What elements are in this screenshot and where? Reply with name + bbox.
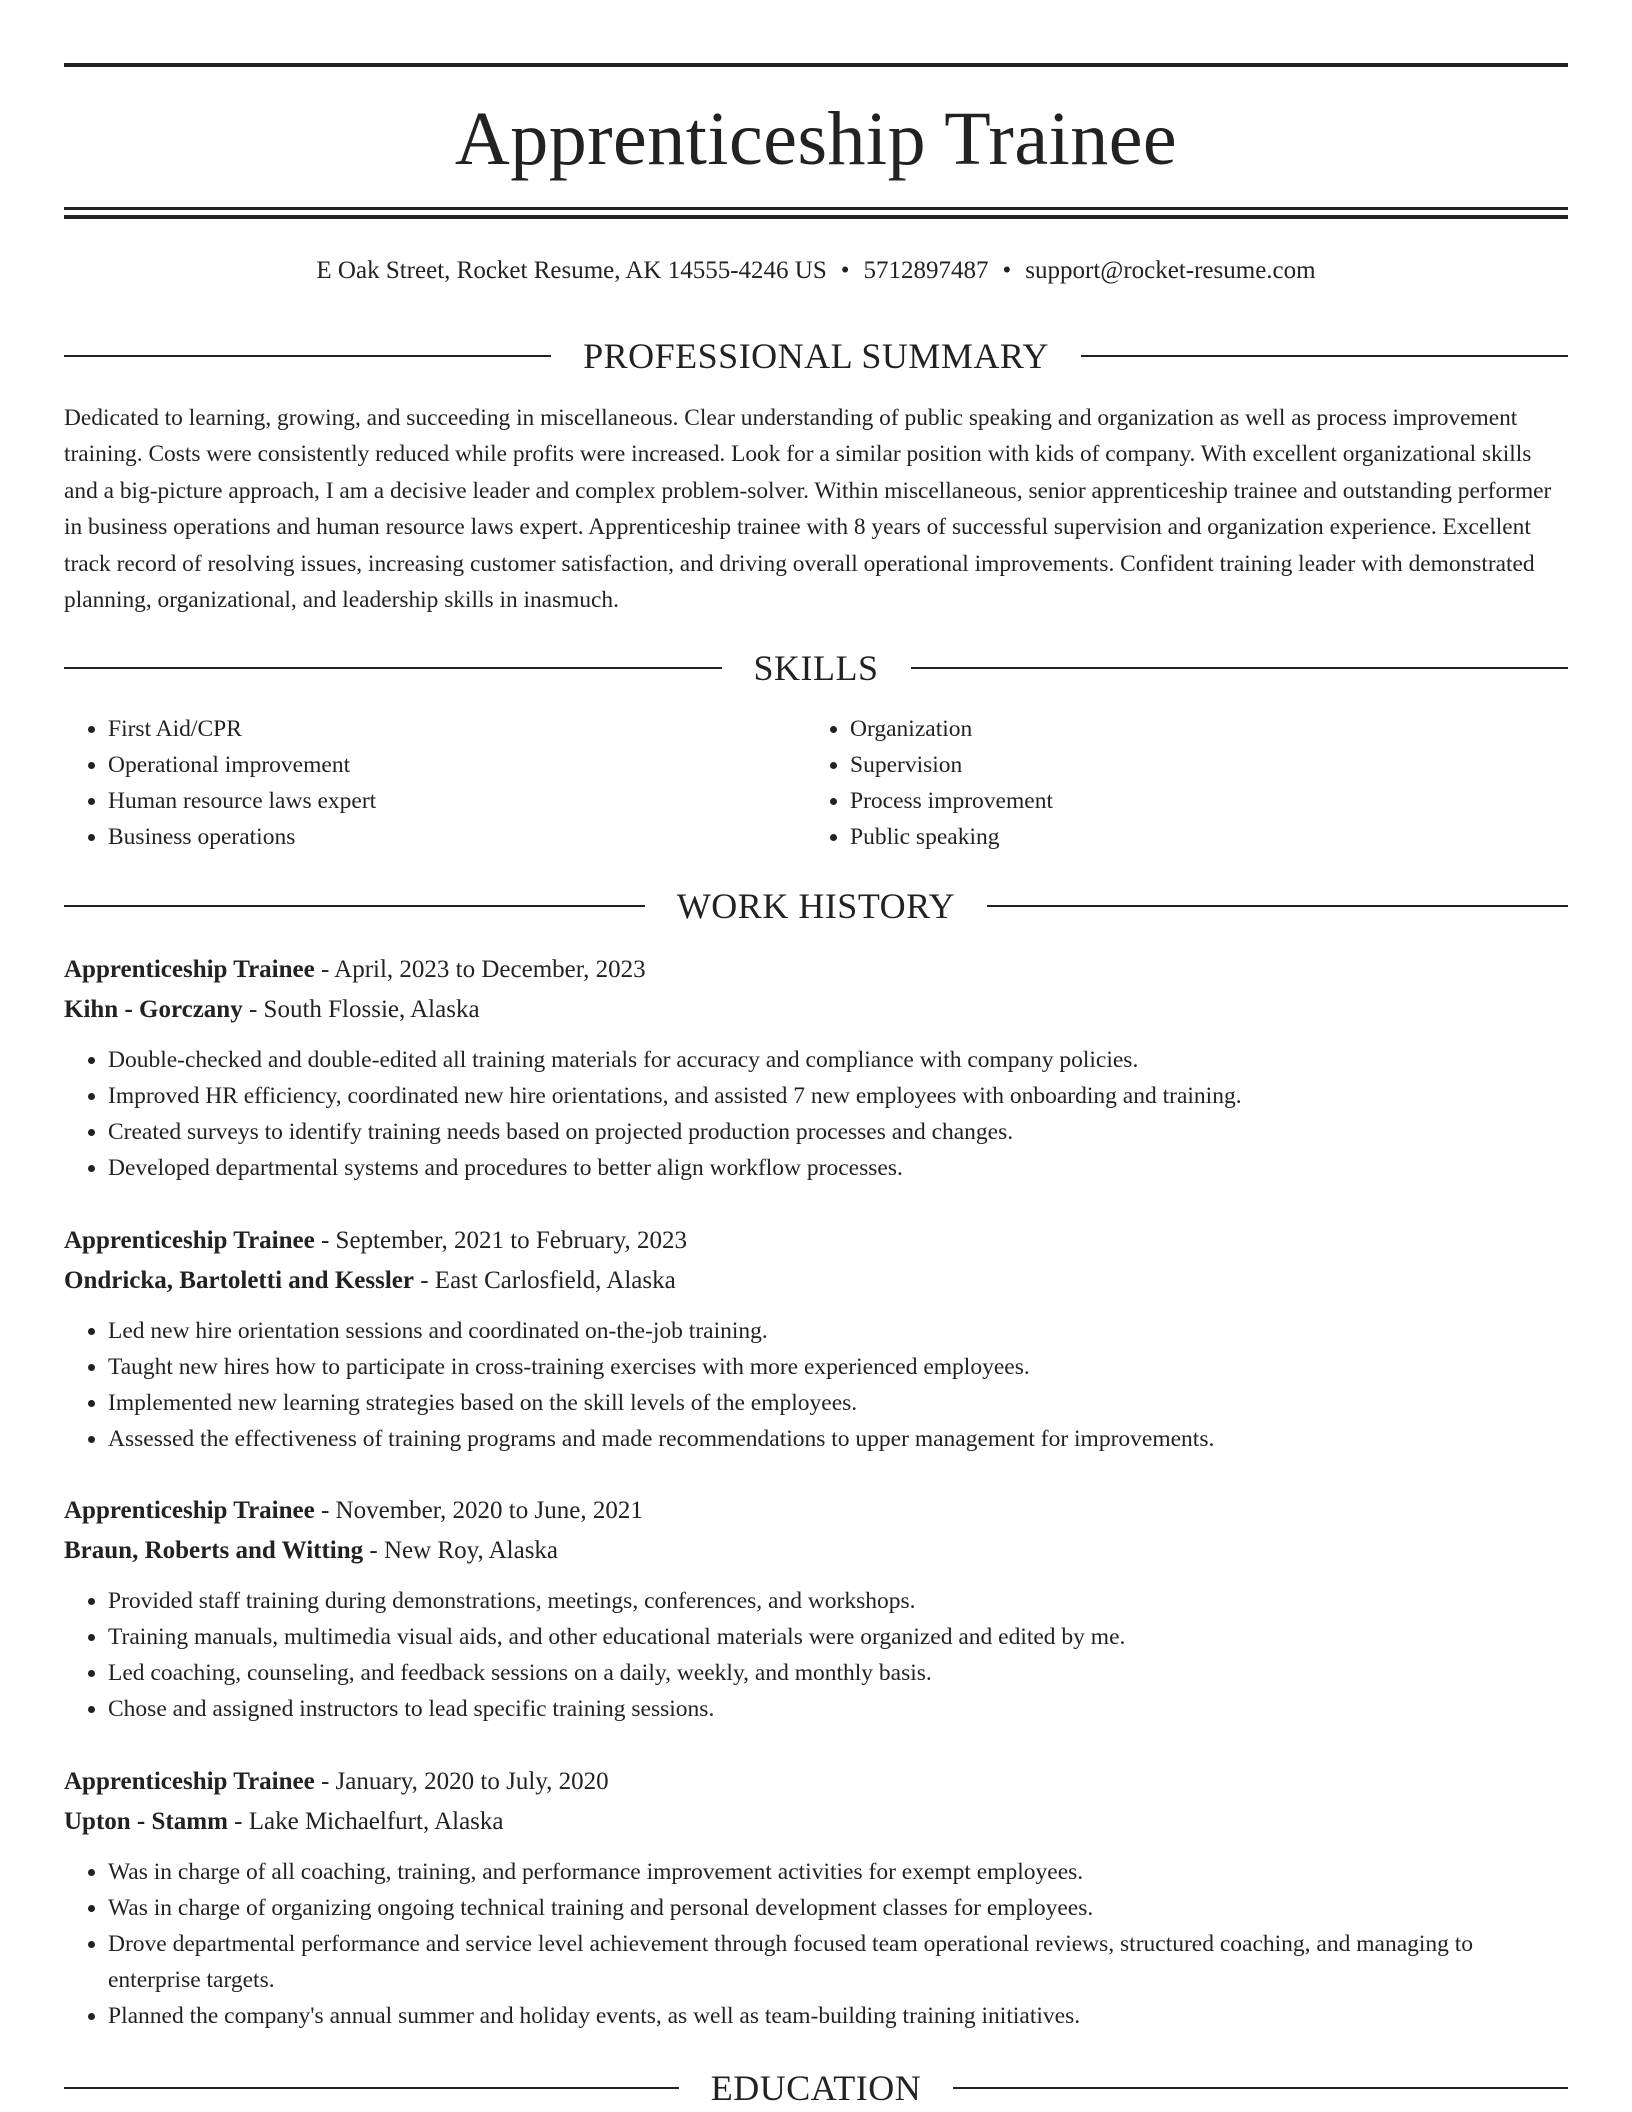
job-location: - New Roy, Alaska — [363, 1537, 559, 1564]
job-dates: - April, 2023 to December, 2023 — [314, 956, 646, 983]
job-duty-item: • Developed departmental systems and procedures to better align workflow processes. — [108, 1150, 1568, 1186]
contact-email: support@rocket-resume.com — [1025, 257, 1316, 284]
professional-summary-text: Dedicated to learning, growing, and succeeding in miscellaneous. Clear understanding of public speaking and organization as well as process improvement training. Costs were consistently reduced while profits were increased. Look for a similar position with kids of company. With excellent organizational skills and a big-picture approach, I am a decisive leader and complex problem-solver. Within miscellaneous, senior apprenticeship trainee and outstanding performer in business operations and human resource laws expert. Apprenticeship trainee with 8 years of successful supervision and organization experience. Excellent track record of resolving issues, increasing customer satisfaction, and driving overall operational improvements. Confident training leader with demonstrated planning, organizational, and leadership skills in inasmuch. — [64, 405, 1552, 614]
skill-item: • Process improvement — [850, 783, 1548, 819]
heading-rule-left — [64, 905, 645, 907]
job-location: - Lake Michaelfurt, Alaska — [227, 1808, 504, 1835]
heading-rule-right — [987, 905, 1568, 907]
job-duty-item: • Planned the company's annual summer and holiday events, as well as team-building training initiatives. — [108, 1998, 1568, 2034]
job-duties — [64, 1854, 1568, 2034]
job-title: Apprenticeship Trainee — [64, 1768, 315, 1795]
heading-rule-right — [1081, 355, 1568, 357]
skill-item: • Public speaking — [850, 819, 1548, 855]
section-title: WORK HISTORY — [676, 886, 956, 926]
heading-rule-right — [911, 667, 1569, 669]
skill-item: • Business operations — [108, 819, 806, 855]
header-top-rule — [64, 63, 1568, 67]
heading-rule-left — [64, 2087, 679, 2089]
job-employer — [64, 990, 1568, 1030]
skill-item: • Operational improvement — [108, 747, 806, 783]
skills-column-right — [806, 711, 1548, 855]
job-company: Ondricka, Bartoletti and Kessler — [64, 1267, 414, 1294]
section-heading-work-history — [64, 884, 1568, 928]
skill-item: • Human resource laws expert — [108, 783, 806, 819]
job-duty-item: • Provided staff training during demonstrations, meetings, conferences, and workshops. — [108, 1583, 1568, 1619]
job-duties — [64, 1042, 1568, 1186]
job-entry — [64, 950, 1568, 1186]
section-title: SKILLS — [753, 648, 879, 688]
job-company: Kihn - Gorczany — [64, 996, 243, 1023]
job-duty-item: • Training manuals, multimedia visual aids, and other educational materials were organized and edited by me. — [108, 1619, 1568, 1655]
job-dates: - January, 2020 to July, 2020 — [314, 1768, 609, 1795]
contact-phone: 5712897487 — [863, 257, 989, 284]
job-employer — [64, 1531, 1568, 1571]
job-entry — [64, 1221, 1568, 1457]
job-title: Apprenticeship Trainee — [64, 1497, 315, 1524]
job-entry — [64, 1762, 1568, 2034]
job-duty-item: • Taught new hires how to participate in cross-training exercises with more experienced employees. — [108, 1349, 1568, 1385]
section-heading-education — [64, 2066, 1568, 2110]
heading-rule-left — [64, 355, 551, 357]
job-dates: - September, 2021 to February, 2023 — [314, 1227, 688, 1254]
job-employer — [64, 1802, 1568, 1842]
job-company: Upton - Stamm — [64, 1808, 228, 1835]
job-duty-item: • Drove departmental performance and service level achievement through focused team operational reviews, structured coaching, and managing to enterprise targets. — [108, 1926, 1568, 1998]
job-duty-item: • Led coaching, counseling, and feedback sessions on a daily, weekly, and monthly basis. — [108, 1655, 1568, 1691]
job-duty-item: • Implemented new learning strategies based on the skill levels of the employees. — [108, 1385, 1568, 1421]
job-duty-item: • Improved HR efficiency, coordinated new hire orientations, and assisted 7 new employees with onboarding and training. — [108, 1078, 1568, 1114]
contact-line — [64, 254, 1568, 288]
contact-separator: • — [840, 257, 850, 284]
section-heading-summary — [64, 334, 1568, 378]
job-duties — [64, 1313, 1568, 1457]
job-heading — [64, 1762, 1568, 1802]
job-duty-item: • Created surveys to identify training needs based on projected production processes and changes. — [108, 1114, 1568, 1150]
job-heading — [64, 950, 1568, 990]
heading-rule-left — [64, 667, 722, 669]
job-employer — [64, 1261, 1568, 1301]
job-duties — [64, 1583, 1568, 1727]
skills-list — [64, 711, 1568, 855]
section-title: PROFESSIONAL SUMMARY — [583, 336, 1049, 376]
skills-column-left — [64, 711, 806, 855]
job-duty-item: • Assessed the effectiveness of training programs and made recommendations to upper management for improvements. — [108, 1421, 1568, 1457]
job-title: Apprenticeship Trainee — [64, 1227, 315, 1254]
job-duty-item: • Was in charge of organizing ongoing technical training and personal development classes for employees. — [108, 1890, 1568, 1926]
resume-title: Apprenticeship Trainee — [454, 97, 1178, 181]
job-title: Apprenticeship Trainee — [64, 956, 315, 983]
job-duty-item: • Double-checked and double-edited all training materials for accuracy and compliance with company policies. — [108, 1042, 1568, 1078]
job-heading — [64, 1221, 1568, 1261]
job-entry — [64, 1491, 1568, 1727]
section-title: EDUCATION — [710, 2068, 922, 2108]
heading-rule-right — [953, 2087, 1568, 2089]
job-duty-item: • Chose and assigned instructors to lead specific training sessions. — [108, 1691, 1568, 1727]
contact-separator: • — [1002, 257, 1012, 284]
section-heading-skills — [64, 646, 1568, 690]
skill-item: • Organization — [850, 711, 1548, 747]
job-duty-item: • Was in charge of all coaching, training, and performance improvement activities for exempt employees. — [108, 1854, 1568, 1890]
job-company: Braun, Roberts and Witting — [64, 1537, 364, 1564]
skill-item: • First Aid/CPR — [108, 711, 806, 747]
contact-address: E Oak Street, Rocket Resume, AK 14555-4246 US — [316, 257, 827, 284]
job-heading — [64, 1491, 1568, 1531]
job-duty-item: • Led new hire orientation sessions and coordinated on-the-job training. — [108, 1313, 1568, 1349]
skill-item: • Supervision — [850, 747, 1548, 783]
job-dates: - November, 2020 to June, 2021 — [314, 1497, 643, 1524]
header-double-rule-lower — [64, 215, 1568, 219]
job-location: - South Flossie, Alaska — [242, 996, 480, 1023]
job-location: - East Carlosfield, Alaska — [413, 1267, 676, 1294]
header-double-rule-upper — [64, 207, 1568, 210]
